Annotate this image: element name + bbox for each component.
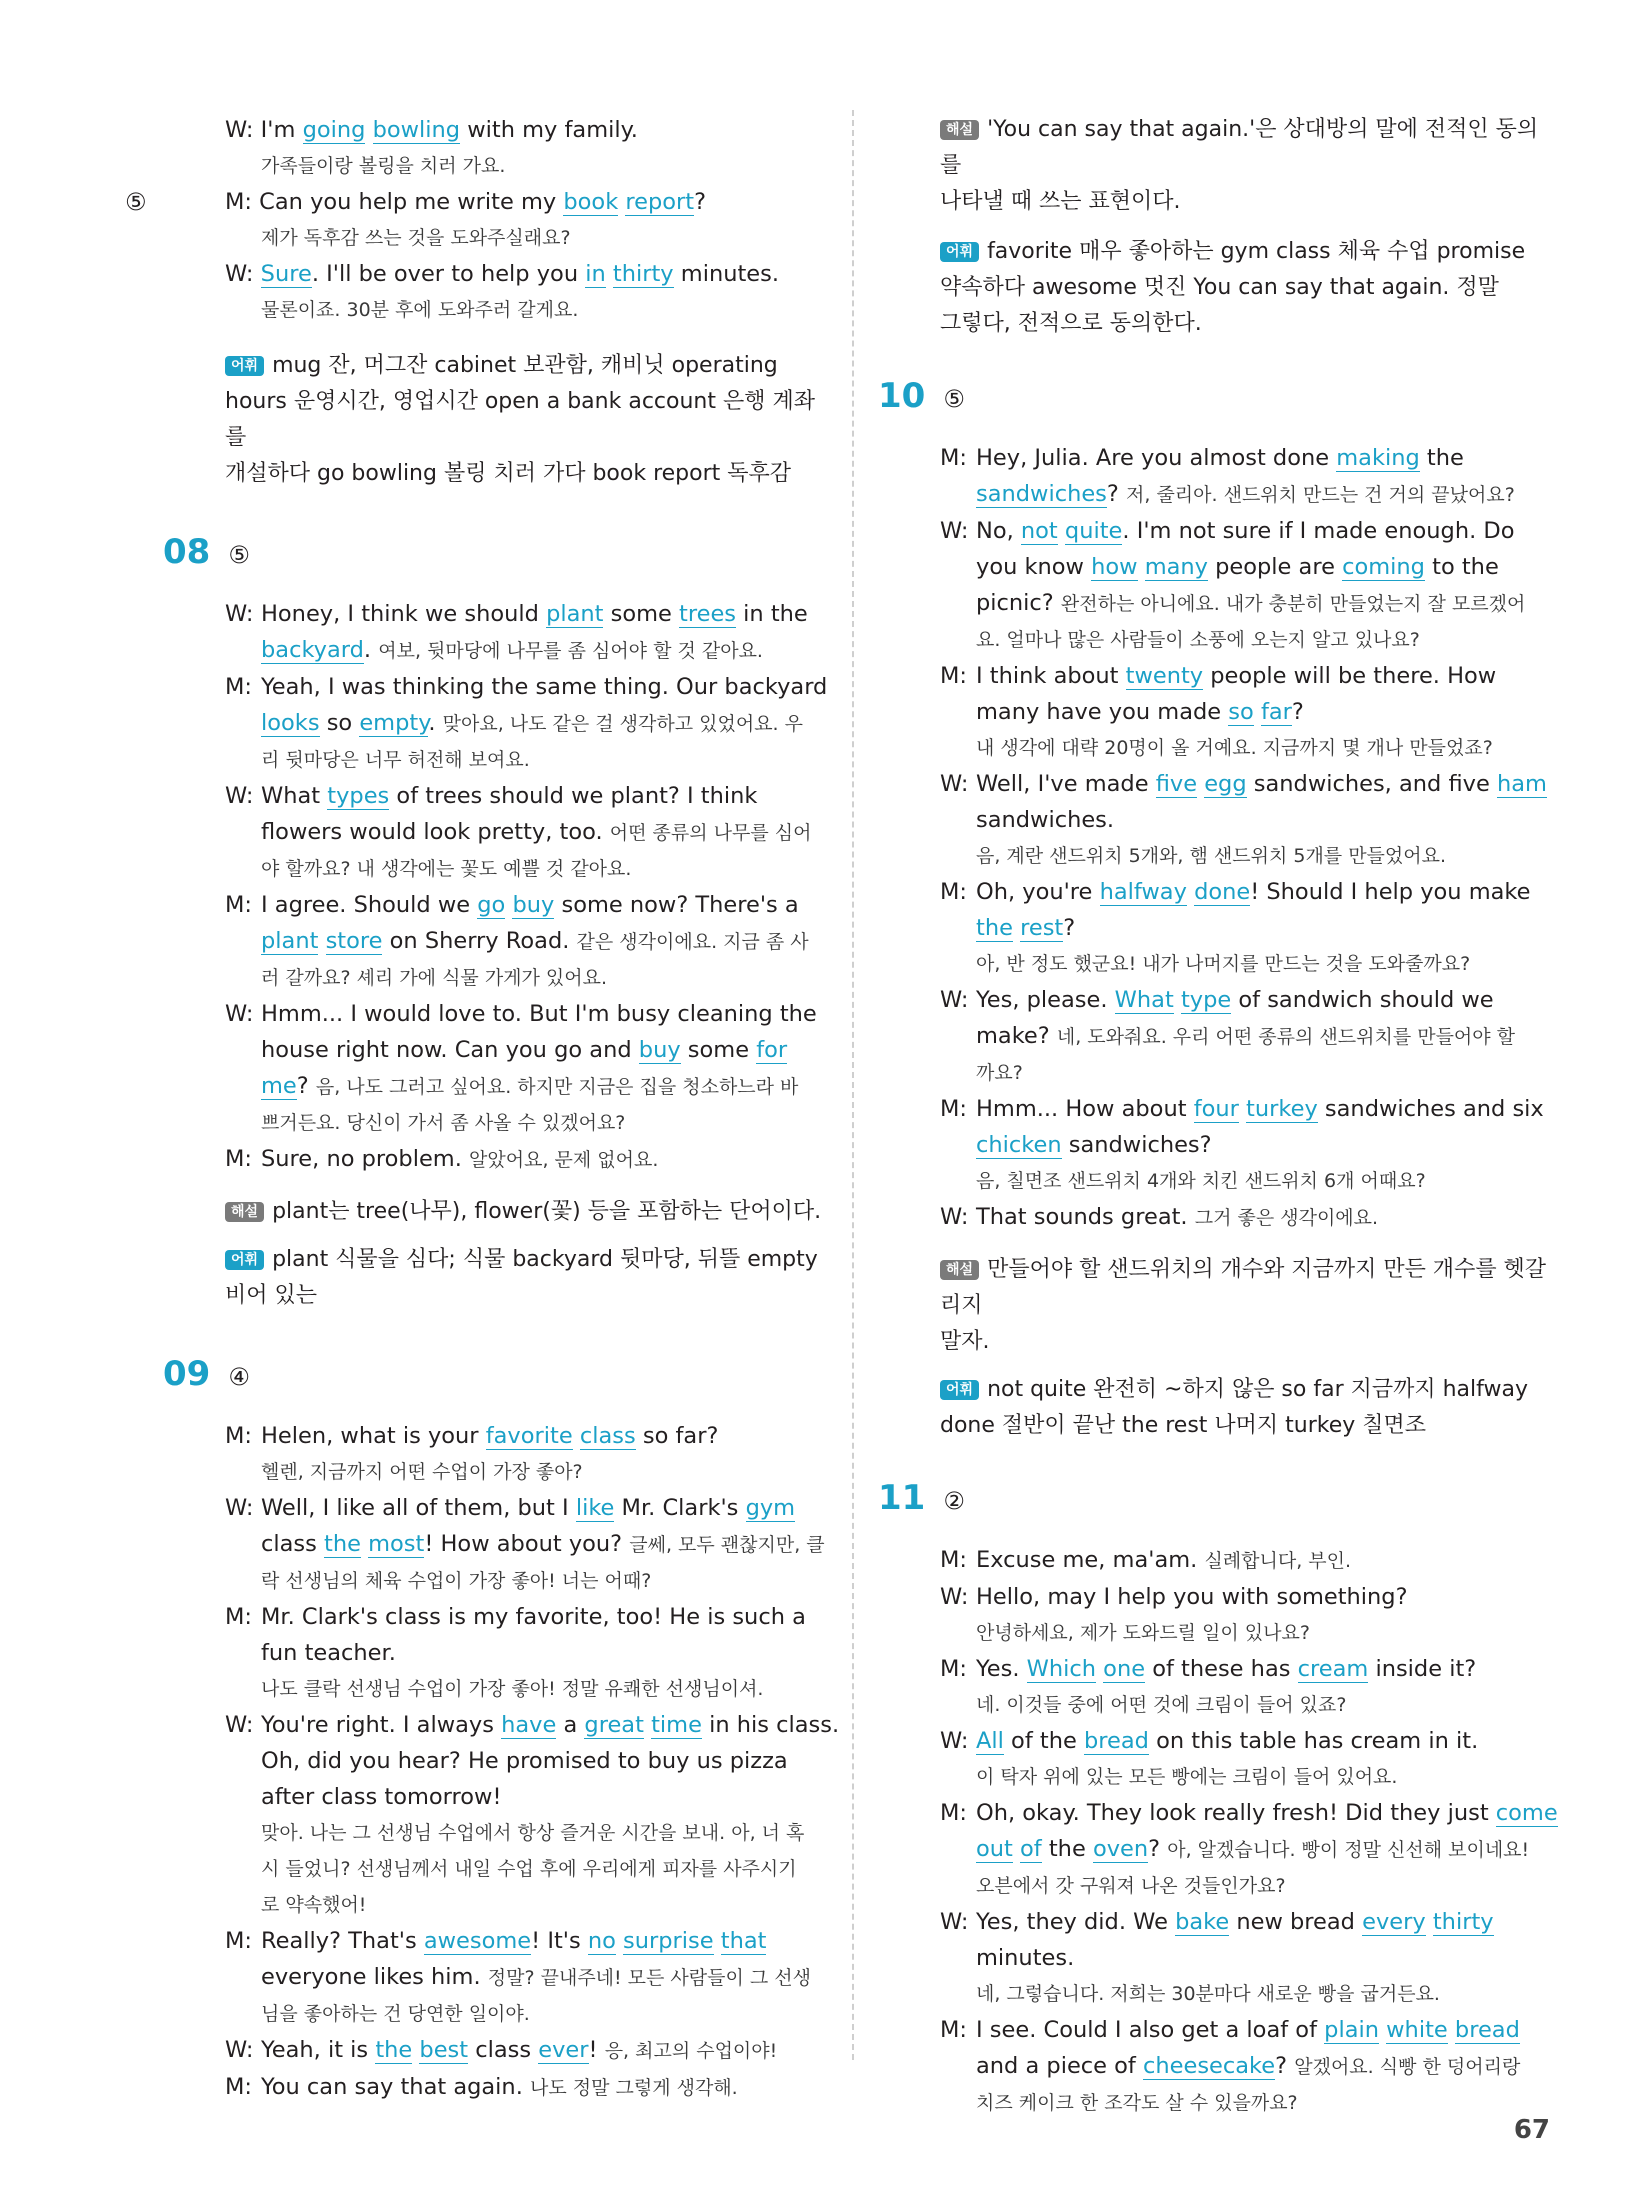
dialogue-line: out of the oven? 아, 알겠습니다. 빵이 정말 신선해 보이네요! [976,1836,1530,1862]
blank-answer: so [1228,699,1254,725]
dialogue-line: many have you made so far? [976,699,1304,725]
blank-answer: gym [745,1495,796,1521]
dialogue-line: everyone likes him. 정말? 끝내주네! 모든 사람들이 그 선생 [261,1964,811,1990]
blank-answer: thirty [1432,1909,1494,1935]
translation-line: 러 갈까요? 셰리 가에 식물 가게가 있어요. [261,967,608,989]
vocab-tag: 어휘 [940,242,979,262]
speaker-label: M: [225,892,252,918]
dialogue-line: W: Yes, they did. We bake new bread every thirty [878,1904,1558,1940]
dialogue-line: flowers would look pretty, too. 어떤 종류의 나무를 심어 [261,819,812,845]
blank-answer: ever [538,2037,589,2063]
translation-line: 제가 독후감 쓰는 것을 도와주실래요? [261,227,571,249]
blank-answer: every [1362,1909,1426,1935]
translation-line: 네. 이것들 중에 어떤 것에 크림이 들어 있죠? [976,1694,1347,1716]
blank-answer: bread [1083,1728,1149,1754]
speaker-label: M: [940,445,967,471]
vocab-note: 어휘 not quite 완전히 ~하지 않은 so far 지금까지 halfway done 절반이 끝난 the rest 나머지 turkey 칠면조 [940,1377,1529,1438]
dialogue-line: ⑤ M: Can you help me write my book report? [163,184,823,220]
blank-answer: Which [1026,1656,1097,1682]
blank-answer: empty [359,710,429,736]
dialogue-line: and a piece of cheesecake? 알겠어요. 식빵 한 덩어리랑 [976,2053,1521,2079]
blank-answer: five [1155,771,1198,797]
blank-answer: plant [261,928,319,954]
translation-line: 아, 반 정도 했군요! 내가 나머지를 만드는 것을 도와줄까요? [976,953,1471,975]
blank-answer: me [261,1073,297,1099]
blank-answer: come [1495,1800,1558,1826]
dialogue-10 [878,440,1558,1236]
dialogue-line: class the most! How about you? 글쎄, 모두 괜찮지만, 클 [261,1531,825,1557]
dialogue-line: W: Well, I've made five egg sandwiches, and five ham [878,766,1558,802]
dialogue-line: M: Hey, Julia. Are you almost done making the [878,440,1558,476]
blank-answer: looks [261,710,320,736]
question-number: 11 [878,1478,926,1518]
inline-translation: 같은 생각이에요. 지금 좀 사 [576,931,809,953]
blank-answer: type [1180,987,1232,1013]
translation-line: 나도 클락 선생님 수업이 가장 좋아! 정말 유쾌한 선생님이셔. [261,1678,764,1700]
question-number: 09 [163,1354,211,1394]
dialogue-line: M: Helen, what is your favorite class so far? [163,1418,823,1454]
dialogue-line: M: Mr. Clark's class is my favorite, too! He is such a [163,1599,823,1635]
speaker-label: W: [225,1001,254,1027]
dialogue-line: picnic? 완전하는 아니에요. 내가 충분히 만들었는지 잘 모르겠어 [976,590,1526,616]
dialogue-line: M: You can say that again. 나도 정말 그렇게 생각해. [163,2069,823,2106]
speaker-label: W: [940,518,969,544]
explanation-tag: 해설 [225,1202,264,1222]
speaker-label: M: [225,1604,252,1630]
blank-answer: how [1091,554,1138,580]
question-header-10 [878,372,1558,426]
blank-answer: types [327,783,390,809]
vocab-tag: 어휘 [225,1250,264,1270]
dialogue-line: W: Hmm... I would love to. But I'm busy cleaning the [163,996,823,1032]
dialogue-line: M: Really? That's awesome! It's no surprise that [163,1923,823,1959]
translation-line: 까요? [976,1062,1023,1084]
speaker-label: M: [225,2074,252,2100]
explanation-note: 해설 만들어야 할 샌드위치의 개수와 지금까지 만든 개수를 헷갈리지 말자. [940,1257,1547,1354]
dialogue-line: M: Yes. Which one of these has cream inside it? [878,1651,1558,1687]
explanation-note: 해설 plant는 tree(나무), flower(꽃) 등을 포함하는 단어이다. [225,1194,823,1230]
translation-line: 헬렌, 지금까지 어떤 수업이 가장 좋아? [261,1461,583,1483]
column-divider [852,110,854,2060]
question-number: 10 [878,376,926,416]
translation-line: 로 약속했어! [261,1894,367,1916]
blank-answer: making [1336,445,1420,471]
translation-line: 네, 그렇습니다. 저희는 30분마다 새로운 빵을 굽거든요. [976,1983,1440,2005]
dialogue-line: W: I'm going bowling with my family. [225,117,638,143]
inline-translation: 응, 최고의 수업이야! [604,2040,778,2062]
answer-mark: ④ [228,1363,250,1391]
blank-answer: rest [1020,915,1064,941]
dialogue-line: you know how many people are coming to the [976,554,1499,580]
dialogue-line: M: Yeah, I was thinking the same thing. Our backyard [163,669,823,705]
blank-answer: far [1260,699,1292,725]
translation-line: 맞아. 나는 그 선생님 수업에서 항상 즐거운 시간을 보내. 아, 너 혹 [261,1822,805,1844]
speaker-label: W: [225,601,254,627]
blank-answer: twenty [1125,663,1204,689]
speaker-label: W: [940,1584,969,1610]
speaker-label: W: [225,783,254,809]
blank-answer: oven [1092,1836,1149,1862]
speaker-label: W: [940,1909,969,1935]
speaker-label: M: [225,1928,252,1954]
dialogue-line: fun teacher. [261,1640,396,1666]
blank-answer: chicken [976,1132,1062,1158]
blank-answer: plain [1324,2017,1379,2043]
blank-answer: backyard [261,637,364,663]
blank-answer: for [756,1037,788,1063]
inline-translation: 그거 좋은 생각이에요. [1194,1207,1379,1229]
left-column [125,112,840,2106]
blank-answer: egg [1204,771,1247,797]
speaker-label: W: [940,987,969,1013]
translation-line: 이 탁자 위에 있는 모든 빵에는 크림이 들어 있어요. [976,1766,1398,1788]
inline-translation: 아, 알겠습니다. 빵이 정말 신선해 보이네요! [1167,1839,1530,1861]
blank-answer: buy [638,1037,681,1063]
blank-answer: one [1103,1656,1146,1682]
dialogue-line: M: Excuse me, ma'am. 실례합니다, 부인. [878,1542,1558,1579]
vocab-tag: 어휘 [940,1380,979,1400]
explanation-tag: 해설 [940,120,979,140]
vocab-note: 어휘 mug 잔, 머그잔 cabinet 보관함, 캐비닛 operating hours 운영시간, 영업시간 open a bank account 은행 계좌를 개설하다 go bowling 볼링 치러 가다 book report 독후감 [225,353,815,486]
dialogue-line: W: Yes, please. What type of sandwich should we [878,982,1558,1018]
inline-translation: 알겠어요. 식빵 한 덩어리랑 [1294,2056,1521,2078]
blank-answer: quite [1064,518,1123,544]
blank-answer: like [575,1495,615,1521]
dialogue-line: W: Honey, I think we should plant some trees in the [163,596,823,632]
blank-answer: the [324,1531,361,1557]
translation-line: 야 할까요? 내 생각에는 꽃도 예쁠 것 같아요. [261,858,632,880]
translation-line: 물론이죠. 30분 후에 도와주러 갈게요. [261,299,579,321]
blank-answer: buy [512,892,555,918]
speaker-label: M: [225,674,252,700]
inline-translation: 나도 정말 그렇게 생각해. [530,2077,738,2099]
blank-answer: best [419,2037,469,2063]
speaker-label: W: [940,771,969,797]
translation-line: 음, 칠면조 샌드위치 4개와 치킨 샌드위치 6개 어때요? [976,1170,1426,1192]
translation-line: 요. 얼마나 많은 사람들이 소풍에 오는지 알고 있나요? [976,629,1420,651]
blank-answer: bread [1454,2017,1520,2043]
inline-translation: 실례합니다, 부인. [1204,1550,1352,1572]
speaker-label: M: [940,1800,967,1826]
dialogue-line: chicken sandwiches? [976,1132,1212,1158]
blank-answer: favorite [485,1423,573,1449]
speaker-label: M: [940,1547,967,1573]
speaker-label: W: [940,1204,969,1230]
blank-answer: sandwiches [976,481,1107,507]
blank-answer: the [375,2037,413,2063]
inline-translation: 어떤 종류의 나무를 심어 [609,822,812,844]
translation-line: 음, 계란 샌드위치 5개와, 햄 샌드위치 5개를 만들었어요. [976,845,1447,867]
dialogue-line: me? 음, 나도 그러고 싶어요. 하지만 지금은 집을 청소하느라 바 [261,1073,799,1099]
inline-translation: 저, 줄리아. 샌드위치 만드는 건 거의 끝났어요? [1126,484,1515,506]
dialogue-line: W: Sure. I'll be over to help you in thirty minutes. [225,261,780,287]
blank-answer: class [579,1423,636,1449]
blank-answer: four [1193,1096,1239,1122]
dialogue-line: Oh, did you hear? He promised to buy us pizza [261,1748,788,1774]
inline-translation: 여보, 뒷마당에 나무를 좀 심어야 할 것 같아요. [378,640,763,662]
blank-answer: store [325,928,383,954]
dialogue-line: sandwiches. [976,807,1115,833]
blank-answer: time [651,1712,702,1738]
dialogue-line: W: You're right. I always have a great time in his class. [163,1707,823,1743]
dialogue-line: W: What types of trees should we plant? I think [163,778,823,814]
blank-answer: All [976,1728,1004,1754]
answer-mark: ⑤ [943,385,965,413]
translation-line: 리 뒷마당은 너무 허전해 보여요. [261,749,530,771]
speaker-label: M: [225,1423,252,1449]
inline-translation: 완전하는 아니에요. 내가 충분히 만들었는지 잘 모르겠어 [1060,593,1526,615]
translation-line: 쁘거든요. 당신이 가서 좀 사올 수 있겠어요? [261,1112,626,1134]
speaker-label: M: [940,1656,967,1682]
dialogue-line: the rest? [976,915,1076,941]
answer-mark: ⑤ [228,541,250,569]
speaker-label: W: [225,1712,254,1738]
dialogue-line: M: I agree. Should we go buy some now? There's a [163,887,823,923]
dialogue-line: M: I see. Could I also get a loaf of plain white bread [878,2012,1558,2048]
speaker-label: M: [940,1096,967,1122]
dialogue-09 [163,1418,840,2106]
explanation-note: 해설 'You can say that again.'은 상대방의 말에 전적인 동의를 나타낼 때 쓰는 표현이다. [940,117,1539,214]
speaker-label: M: [940,2017,967,2043]
blank-answer: most [368,1531,425,1557]
right-column [878,112,1558,2121]
dialogue-line: W: No, not quite. I'm not sure if I made enough. Do [878,513,1558,549]
dialogue-line: W: Yeah, it is the best class ever! 응, 최고의 수업이야! [163,2032,823,2069]
vocab-note: 어휘 plant 식물을 심다; 식물 backyard 뒷마당, 뒤뜰 empty 비어 있는 [225,1247,818,1308]
inline-translation: 맞아요, 나도 같은 걸 생각하고 있었어요. 우 [442,713,803,735]
blank-answer: bake [1175,1909,1230,1935]
dialogue-line: sandwiches? 저, 줄리아. 샌드위치 만드는 건 거의 끝났어요? [976,481,1515,507]
dialogue-line: house right now. Can you go and buy some for [261,1037,788,1063]
blank-answer: What [1114,987,1174,1013]
blank-answer: that [720,1928,767,1954]
dialogue-line: M: Oh, you're halfway done! Should I help you make [878,874,1558,910]
translation-line: 락 선생님의 체육 수업이 가장 좋아! 너는 어때? [261,1570,652,1592]
blank-answer: cream [1297,1656,1369,1682]
blank-answer: go [477,892,506,918]
inline-translation: 알았어요, 문제 없어요. [469,1149,659,1171]
inline-translation: 음, 나도 그러고 싶어요. 하지만 지금은 집을 청소하느라 바 [315,1076,799,1098]
question-number: 08 [163,532,211,572]
prev-question-continuation [125,112,823,492]
blank-answer: done [1194,879,1251,905]
translation-line: 치즈 케이크 한 조각도 살 수 있을까요? [976,2092,1298,2114]
blank-answer: coming [1342,554,1425,580]
question-header-08 [163,528,823,582]
blank-answer: plant [546,601,604,627]
blank-answer: awesome [423,1928,532,1954]
answer-number: ⑤ [125,188,147,216]
translation-line: 가족들이랑 볼링을 치러 가요. [261,155,506,177]
dialogue-line: W: All of the bread on this table has cream in it. [878,1723,1558,1759]
dialogue-line: M: Sure, no problem. 알았어요, 문제 없어요. [163,1141,823,1178]
vocab-note: 어휘 favorite 매우 좋아하는 gym class 체육 수업 promise 약속하다 awesome 멋진 You can say that again. 정말 그렇다, 전적으로 동의한다. [940,239,1526,336]
translation-line: 내 생각에 대략 20명이 올 거예요. 지금까지 몇 개나 만들었죠? [976,737,1493,759]
translation-line: 오븐에서 갓 구워져 나온 것들인가요? [976,1875,1286,1897]
blank-answer: the [976,915,1013,941]
blank-answer: cheesecake [1143,2053,1276,2079]
translation-line: 시 들었니? 선생님께서 내일 수업 후에 우리에게 피자를 사주시기 [261,1858,797,1880]
inline-translation: 정말? 끝내주네! 모든 사람들이 그 선생 [487,1967,811,1989]
answer-mark: ② [943,1487,965,1515]
inline-translation: 네, 도와줘요. 우리 어떤 종류의 샌드위치를 만들어야 할 [1056,1026,1516,1048]
speaker-label: M: [225,1146,252,1172]
blank-answer: surprise [623,1928,714,1954]
blank-answer: great [584,1712,644,1738]
dialogue-line: make? 네, 도와줘요. 우리 어떤 종류의 샌드위치를 만들어야 할 [976,1023,1516,1049]
blank-answer: out [976,1836,1013,1862]
dialogue-08 [163,596,828,1178]
dialogue-line: M: Hmm... How about four turkey sandwiches and six [878,1091,1558,1127]
speaker-label: W: [225,1495,254,1521]
page-number: 67 [1513,2115,1550,2145]
dialogue-line: backyard. 여보, 뒷마당에 나무를 좀 심어야 할 것 같아요. [261,637,763,663]
dialogue-11 [878,1542,1558,2121]
question-header-11 [878,1474,1558,1528]
speaker-label: W: [225,2037,254,2063]
speaker-label: M: [940,879,967,905]
blank-answer: turkey [1246,1096,1318,1122]
explanation-tag: 해설 [940,1260,979,1280]
vocab-tag: 어휘 [225,356,264,376]
translation-line: 안녕하세요, 제가 도와드릴 일이 있나요? [976,1622,1310,1644]
blank-answer: many [1144,554,1208,580]
dialogue-line: after class tomorrow! [261,1784,502,1810]
dialogue-line: W: Hello, may I help you with something? [878,1579,1558,1615]
blank-answer: no [587,1928,616,1954]
inline-translation: 글쎄, 모두 괜찮지만, 클 [629,1534,825,1556]
dialogue-line: W: That sounds great. 그거 좋은 생각이에요. [878,1199,1558,1236]
speaker-label: M: [940,663,967,689]
blank-answer: halfway [1099,879,1187,905]
blank-answer: white [1386,2017,1448,2043]
blank-answer: not [1020,518,1058,544]
dialogue-line: W: Well, I like all of them, but I like Mr. Clark's gym [163,1490,823,1526]
question-header-09 [163,1350,823,1404]
speaker-label: W: [940,1728,969,1754]
blank-answer: of [1020,1836,1042,1862]
dialogue-line: looks so empty. 맞아요, 나도 같은 걸 생각하고 있었어요. 우 [261,710,803,736]
dialogue-line: M: Oh, okay. They look really fresh! Did they just come [878,1795,1558,1831]
blank-answer: trees [679,601,737,627]
translation-line: 님을 좋아하는 건 당연한 일이야. [261,2003,530,2025]
blank-answer: have [501,1712,557,1738]
blank-answer: ham [1496,771,1547,797]
dialogue-line: minutes. [976,1945,1075,1971]
dialogue-line: plant store on Sherry Road. 같은 생각이에요. 지금 좀 사 [261,928,809,954]
dialogue-line: M: I think about twenty people will be there. How [878,658,1558,694]
